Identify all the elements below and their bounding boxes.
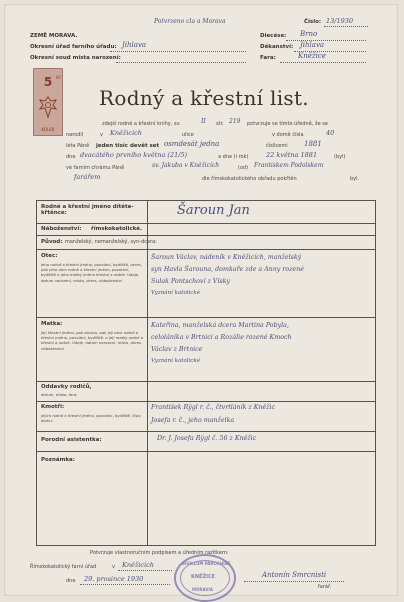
godparents-line-1: František Rýgl r. č., čtvrtláník z Kněžic	[151, 404, 276, 411]
mother-line-4: Vyznání katolické	[151, 358, 200, 364]
knez-value: Frantiskem Podolskem	[254, 162, 324, 169]
body-p5a: ve farním chrámu Páně	[66, 165, 125, 171]
mother-line-1: Kateřina, manželská dcera Martina Pobyla,	[151, 322, 289, 329]
cislo-line	[324, 26, 368, 27]
midwife-value: Dr. J. Josefa Rýgl č. 56 z Kněžic	[157, 435, 257, 442]
godparents-label: Kmotři:	[41, 404, 65, 410]
rok-num: 1881	[304, 140, 322, 148]
dieceze-value: Brno	[300, 30, 318, 38]
body-p5b: (od)	[238, 165, 249, 171]
parish-office-v: v	[112, 564, 115, 570]
origin-label: Původ:	[41, 239, 63, 245]
father-line-1: Šaroun Václav, nádeník v Kněžicích, manželský	[151, 254, 302, 261]
body-p2b: v	[100, 132, 103, 138]
row-marriage	[37, 381, 375, 402]
seal-top-text: SIGILLUM PAROCHIAE	[182, 561, 231, 566]
krest-value: 22 května 1881	[266, 151, 318, 159]
seal-bottom-text: MORAVIA	[192, 587, 213, 592]
parish-office-line	[118, 570, 172, 571]
date-value: 29. prosince 1930	[84, 575, 144, 583]
body-p4c: (byl)	[334, 154, 346, 160]
father-line-4: Vyznání katolické	[151, 290, 200, 296]
body-p6b: dle římskokatolického obřadu pokřtěn	[202, 176, 297, 182]
chram-value: sv. Jakuba v Kněžicích	[152, 162, 220, 169]
body-p2d: v domě čísla	[272, 132, 304, 138]
origin-value: manželský, nemanželský, syn-dcera:	[65, 239, 157, 245]
okresni-soud-line	[116, 62, 246, 63]
godparents-line-2: Josefa r. č., jeho manželka	[151, 417, 235, 424]
religion-value: římskokatolické.	[91, 226, 143, 232]
cislo-value: 13/1930	[326, 17, 354, 25]
fara-value: Kněžice	[298, 52, 326, 60]
p6-value: farářem	[74, 173, 101, 181]
godparents-description: jejich rodné a křestní jméno, povolání, bydliště, číslo domu:	[41, 413, 141, 424]
stamp-value: 5	[43, 75, 53, 89]
signature-line	[244, 581, 344, 582]
den-value: dvacátého prvního května (21/5)	[80, 151, 188, 159]
str-value: 219	[229, 118, 241, 125]
body-p6c: byl.	[350, 176, 360, 182]
row-note	[37, 451, 375, 544]
body-p3a: léta Páně	[66, 143, 90, 149]
top-note: Potvrzeno cla a Morava	[154, 18, 226, 25]
revenue-stamp	[33, 68, 63, 136]
document-title: Rodný a křestní list.	[99, 86, 309, 110]
date-label: dne	[66, 578, 76, 584]
row-mother	[37, 317, 375, 382]
zeme-label: ZEMĚ MORAVA.	[30, 33, 78, 39]
body-p1b: str.	[216, 121, 224, 127]
seal-middle-text: KNĚŽICE	[191, 574, 216, 580]
eagle-emblem-icon	[38, 95, 58, 119]
religion-label: Náboženství:	[41, 226, 82, 232]
body-p2a: narodil	[66, 132, 84, 138]
body-p3c: číslicemi	[266, 143, 288, 149]
signature: Antonín Smrcnisti	[262, 571, 327, 579]
fara-label: Fara:	[260, 55, 276, 61]
stamp-currency: Kč	[56, 75, 61, 80]
body-p4b: a dne (i rok)	[218, 154, 249, 160]
rok-value: osmdesát jedna	[164, 140, 220, 148]
cislo-label: Číslo:	[304, 19, 322, 25]
parish-seal	[174, 554, 236, 602]
mother-line-3: Václav z Brtnice	[151, 346, 203, 353]
stamp-bottom-text: KOLEK	[41, 127, 55, 132]
pastor-label: farář.	[318, 584, 332, 590]
date-line	[80, 584, 170, 585]
body-p1a: zdejší rodné a křestní knihy, sv.	[102, 121, 181, 127]
midwife-label: Porodní asistentka:	[41, 437, 102, 443]
marriage-description: datum, místo, fara:	[41, 392, 78, 397]
father-line-2: syn Havla Šarouna, domkaře zde a Anny rozené	[151, 266, 304, 273]
marriage-label: Oddavky rodičů,	[41, 384, 92, 390]
father-description: jeho rodné a křestní jméno, povolání, bydliště, okres, pak jeho otce rodné a křestní jméno, povolání, bydliště a jeho matky jméno křestní a rodné. Údaje, datum narození, místo, okres, náboženství	[41, 262, 142, 283]
okresni-urad-value: Jihlava	[122, 41, 147, 49]
okresni-soud-label: Okresní soud místa narození:	[30, 55, 121, 61]
body-p4a: dne	[66, 154, 76, 160]
birth-record-table	[36, 200, 376, 546]
row-origin	[37, 235, 375, 250]
sv-value: II	[201, 118, 206, 125]
child-name-label: Rodné a křestní jméno dítěte-křtěnce:	[41, 204, 134, 216]
row-midwife	[37, 431, 375, 452]
okresni-urad-line	[110, 51, 246, 52]
note-label: Poznámka:	[41, 457, 75, 463]
father-line-3: Sulak Pontschoví z Vísky	[151, 278, 230, 285]
body-p3b: jeden tisíc devět set	[96, 143, 160, 149]
mother-label: Matka:	[41, 321, 63, 327]
parish-office-value: Kněžicích	[122, 561, 154, 569]
dieceze-label: Diecése:	[260, 33, 287, 39]
dum-value: 40	[326, 129, 335, 137]
row-child-name	[37, 201, 375, 224]
dekanstvi-label: Děkanství:	[260, 44, 294, 50]
birth-certificate-page	[4, 4, 398, 596]
misto-value: Kněžicích	[110, 129, 142, 137]
footer-confirmation: Potvrzuje vlastnoručním podpisem a úředním razítkem:	[90, 550, 229, 556]
mother-description: její křestní jméno, pak otcovo, pak její otce rodné a křestní jméno, povolání, bydliště, a její matky rodné a křestní a rodné. Údaje, datum narození, místo, okres, náboženství	[41, 330, 144, 351]
body-p2c: ulice	[182, 132, 194, 138]
row-godparents	[37, 401, 375, 432]
dieceze-line	[286, 40, 366, 41]
child-name-value: Šaroun Jan	[177, 203, 250, 218]
okresni-urad-label: Okresní úřad farního úřadu:	[30, 44, 117, 50]
parish-office-label: Římskokatolický farní úřad	[30, 564, 97, 570]
father-label: Otec:	[41, 253, 58, 259]
mother-line-2: celoláníka v Brtnici a Rozálie rozené Kmoch	[151, 334, 292, 341]
body-p1c: potvrzuje se tímto úředně, že se	[247, 121, 328, 127]
row-father	[37, 249, 375, 318]
fara-line	[280, 62, 366, 63]
dekanstvi-value: Jihlava	[300, 41, 325, 49]
